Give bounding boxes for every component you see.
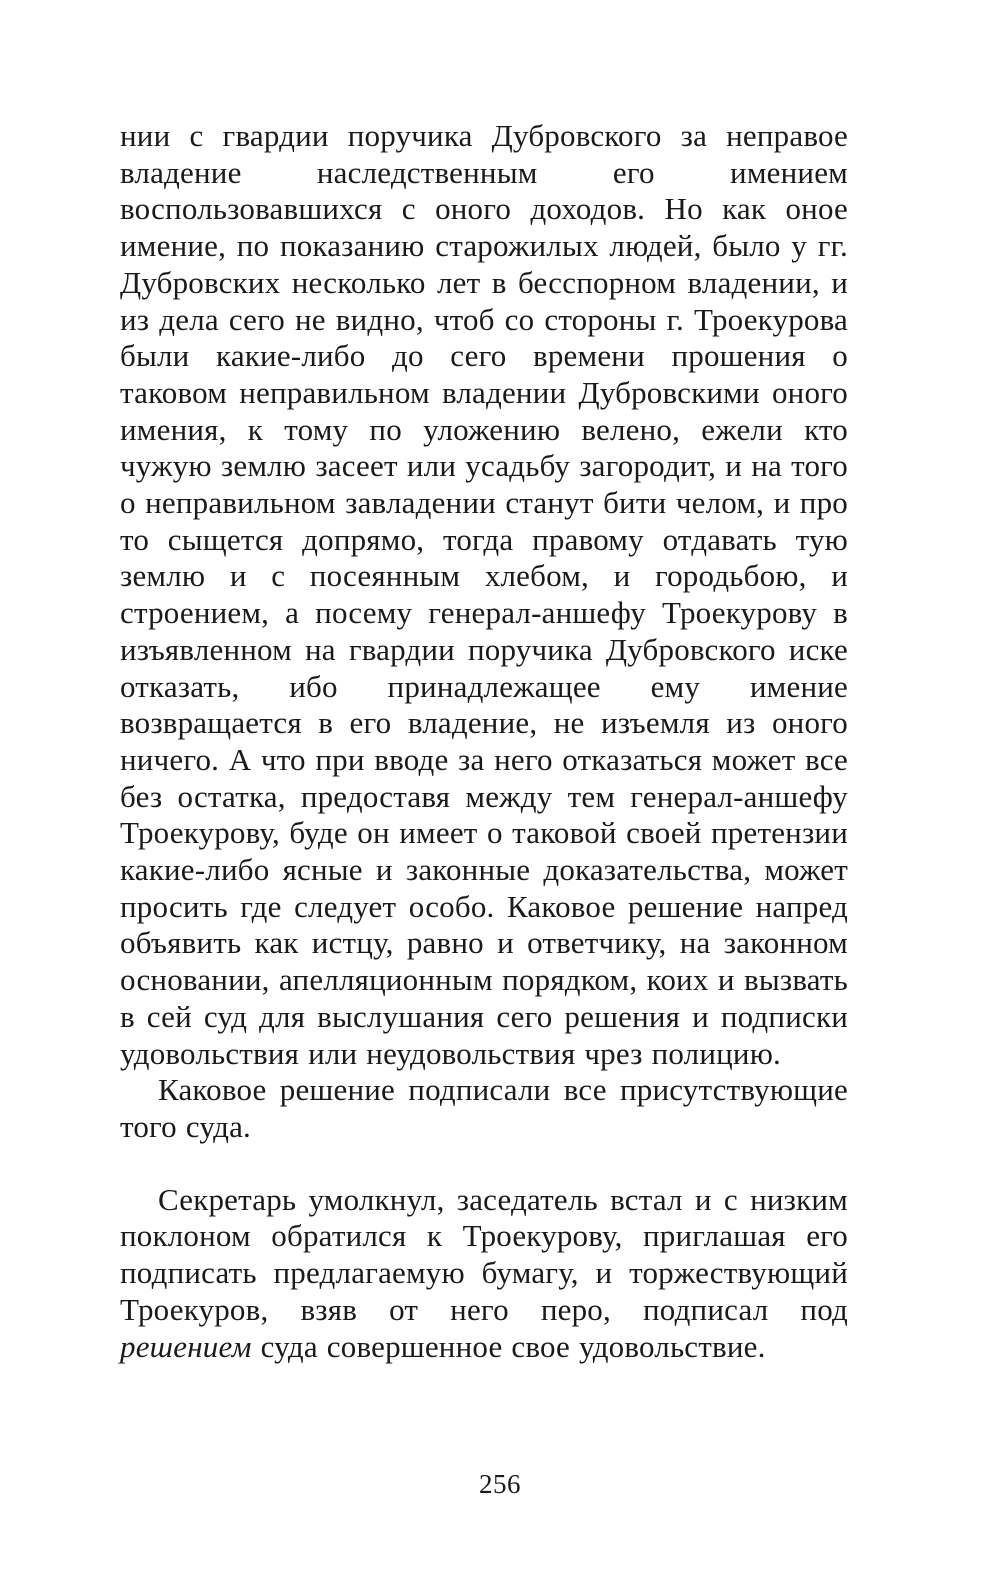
secretary-text-start: Секретарь умолкнул, заседатель встал и с низким поклоном обратился к Троекурову, приглашая его подписать предлагаемую бумагу, и торжествующий Троекуров, взяв от него перо, подписал под [120,1181,848,1327]
page-text-block [120,118,848,1365]
paragraph-secretary [120,1182,848,1366]
italic-word-resheniem: решением [120,1328,252,1364]
page-number: 256 [479,1469,521,1499]
paragraph-court-decision: нии с гвардии поручика Дубровского за неправое владение наследственным его имением воспользовавшихся с оного доходов. Но как оное имение, по показанию старожилых людей, было у гг. Дубровских несколько лет в бесспорном владении, и из дела сего не видно, чтоб со стороны г. Троекурова были какие-либо до сего времени прошения о таковом неправильном владении Дубровскими оного имения, к тому по уложению велено, ежели кто чужую землю засеет или усадьбу загородит, и на того о неправильном завладении станут бити челом, и про то сыщется допрямо, тогда правому отдавать тую землю и с посеянным хлебом, и городьбою, и строением, а посему генерал-аншефу Троекурову в изъявленном на гвардии поручика Дубровского иске отказать, ибо принадлежащее ему имение возвращается в его владение, не изъемля из оного ничего. А что при вводе за него отказаться может все без остатка, предоставя между тем генерал-аншефу Троекурову, буде он имеет о таковой своей претензии какие-либо ясные и законные доказательства, может просить где следует особо. Каковое решение напред объявить как истцу, равно и ответчику, на законном основании, апелляционным порядком, коих и вызвать в сей суд для выслушания сего решения и подписки удовольствия или неудовольствия чрез полицию. [120,118,848,1071]
paragraph-signatures: Каковое решение подписали все присутствующие того суда. [120,1072,848,1144]
secretary-text-end: суда совершенное свое удовольствие. [251,1328,766,1364]
